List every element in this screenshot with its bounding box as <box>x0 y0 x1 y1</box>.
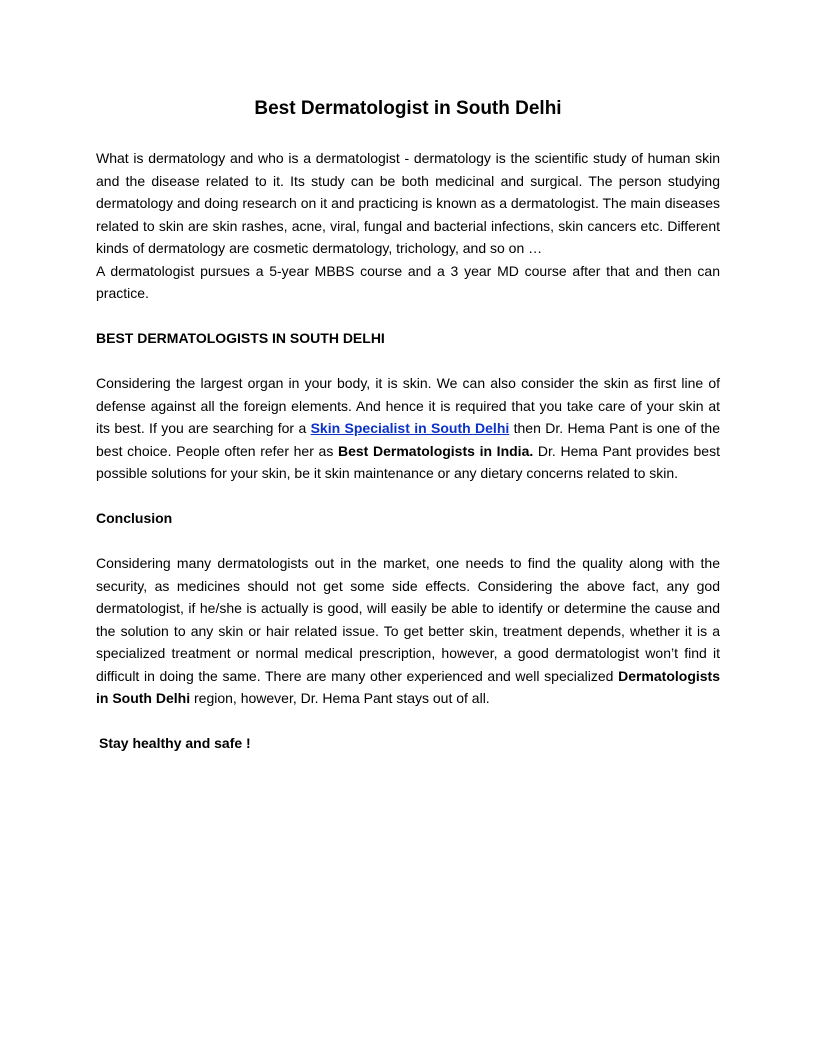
page-title: Best Dermatologist in South Delhi <box>254 98 562 119</box>
document-body <box>96 96 720 755</box>
conclusion-text-start: Considering many dermatologists out in the market, one needs to find the quality along with the security, as medicines should not get some side effects. Considering the above fact, any god dermatologist, if he/she is actually is good, will easily be able to identify or determine the cause and the solution to any skin or hair related issue. To get better skin, treatment depends, whether it is a specialized treatment or normal medical prescription, however, a good dermatologist won’t find it difficult in doing the same. There are many other experienced and well specialized <box>96 555 720 684</box>
conclusion-text-end: region, however, Dr. Hema Pant stays out of all. <box>190 690 490 706</box>
dermatologists-south-delhi-bold: Dermatologists in South Delhi <box>96 667 720 706</box>
best-dermatologists-india-bold: Best Dermatologists in India. <box>338 442 534 459</box>
conclusion-heading: Conclusion <box>96 510 173 526</box>
intro-paragraph: What is dermatology and who is a dermatologist - dermatology is the scientific study of human skin and the disease related to it. Its study can be both medicinal and surgical. The person studying dermatology and doing research on it and practicing is known as a dermatologist. The main diseases related to skin are skin rashes, acne, viral, fungal and bacterial infections, skin cancers etc. Different kinds of dermatology are cosmetic dermatology, trichology, and so on … <box>96 150 720 256</box>
section-text-end: Dr. Hema Pant provides best possible solutions for your skin, be it skin maintenance or any dietary concerns related to skin. <box>96 442 720 481</box>
conclusion-paragraph <box>96 552 720 710</box>
spacer <box>96 710 720 733</box>
section-text-before-link: Considering the largest organ in your body, it is skin. We can also consider the skin as first line of defense against all the foreign elements. And hence it is required that you take care of your skin at its best. If you are searching for a <box>96 375 720 436</box>
closing-line: Stay healthy and safe ! <box>99 735 251 751</box>
section-text-after-link: then Dr. Hema Pant is one of the best choice. People often refer her as <box>96 420 720 459</box>
intro-paragraph-course: A dermatologist pursues a 5-year MBBS course and a 3 year MD course after that and then can practice. <box>96 262 720 301</box>
spacer <box>96 485 720 508</box>
spacer <box>96 350 720 373</box>
spacer <box>96 530 720 553</box>
section-paragraph-skin <box>96 372 720 485</box>
spacer <box>96 305 720 328</box>
skin-specialist-link[interactable]: Skin Specialist in South Delhi <box>310 420 510 436</box>
section-heading-best-dermatologists: BEST DERMATOLOGISTS IN SOUTH DELHI <box>96 330 385 346</box>
